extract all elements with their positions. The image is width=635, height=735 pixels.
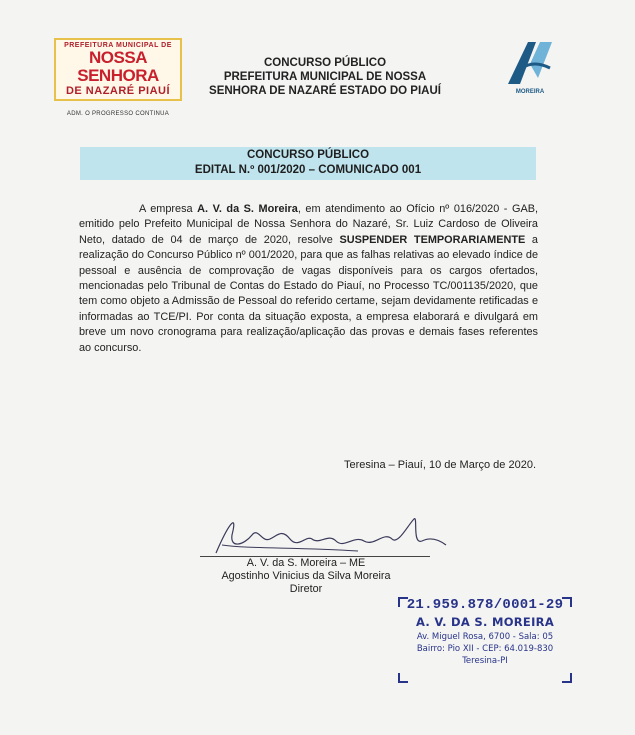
header-line-2: PREFEITURA MUNICIPAL DE NOSSA bbox=[223, 71, 427, 83]
moreira-logo-icon bbox=[502, 38, 558, 88]
header-line-1: CONCURSO PÚBLICO bbox=[263, 57, 387, 69]
logo-left-bot: DE NAZARÉ PIAUÍ bbox=[65, 85, 171, 97]
moreira-logo-tagline bbox=[492, 95, 568, 99]
stamp-corner-tl bbox=[398, 597, 408, 607]
logo-left-slogan: ADM. O PROGRESSO CONTINUA bbox=[66, 111, 170, 117]
stamp-cnpj: 21.959.878/0001-29 bbox=[406, 597, 564, 613]
signature-name: Agostinho Vinicius da Silva Moreira bbox=[221, 570, 391, 582]
stamp-address-1: Av. Miguel Rosa, 6700 - Sala: 05 bbox=[416, 632, 554, 642]
body-paragraph bbox=[79, 202, 538, 356]
document-header bbox=[200, 56, 450, 98]
body-part-3: a realização do Concurso Público nº 001/2020, para que as falhas relativas ao elevado índice de pessoal e ausência de comprovação de vagas disponíveis para os cargos ofertados, mencionadas pelo Tribunal de Contas do Estado do Piauí, no Processo TC/001135/2020, que tem como objeto a Admissão de Pessoal do referido certame, sejam devidamente retificadas e informadas ao TCE/PI. Por conta da situação exposta, a empresa elaborará e divulgará em breve um novo cronograma para realização/aplicação das provas e demais fases referentes ao concurso. bbox=[79, 233, 538, 354]
moreira-logo-name: MOREIRA bbox=[515, 89, 545, 95]
logo-left-mid: NOSSA SENHORA bbox=[77, 48, 159, 85]
stamp-corner-bl bbox=[398, 673, 408, 683]
logo-left-top: PREFEITURA MUNICIPAL DE bbox=[64, 42, 172, 49]
company-stamp bbox=[398, 597, 572, 683]
stamp-corner-br bbox=[562, 673, 572, 683]
prefeitura-logo-frame bbox=[54, 38, 182, 101]
title-line-1: CONCURSO PÚBLICO bbox=[246, 149, 370, 161]
stamp-address bbox=[398, 631, 572, 667]
signature-role: Diretor bbox=[289, 583, 323, 595]
body-part-1: A empresa bbox=[139, 203, 198, 215]
body-company: A. V. da S. Moreira bbox=[197, 203, 298, 215]
signature-company: A. V. da S. Moreira – ME bbox=[246, 557, 366, 569]
signature-block bbox=[196, 557, 416, 596]
date-line: Teresina – Piauí, 10 de Março de 2020. bbox=[343, 459, 536, 471]
prefeitura-logo bbox=[54, 38, 182, 117]
body-emphasis: SUSPENDER TEMPORARIAMENTE bbox=[339, 233, 526, 246]
header-line-3: SENHORA DE NAZARÉ ESTADO DO PIAUÍ bbox=[209, 85, 441, 97]
stamp-address-3: Teresina-PI bbox=[462, 656, 508, 666]
body-part-2: , em atendimento ao Ofício nº 016/2020 - GAB, emitido pelo Prefeito Municipal de Nossa Senhora do Nazaré, Sr. Luiz Cardoso de Oliveira Neto, datado de 04 de março de 2020, resolve bbox=[79, 203, 538, 246]
stamp-corner-tr bbox=[562, 597, 572, 607]
handwritten-signature bbox=[208, 505, 468, 561]
stamp-address-2: Bairro: Pio XII - CEP: 64.019-830 bbox=[416, 644, 554, 654]
stamp-firm: A. V. DA S. MOREIRA bbox=[415, 615, 555, 629]
moreira-logo bbox=[492, 38, 568, 99]
title-line-2: EDITAL N.º 001/2020 – COMUNICADO 001 bbox=[194, 164, 422, 176]
title-band bbox=[80, 147, 536, 180]
